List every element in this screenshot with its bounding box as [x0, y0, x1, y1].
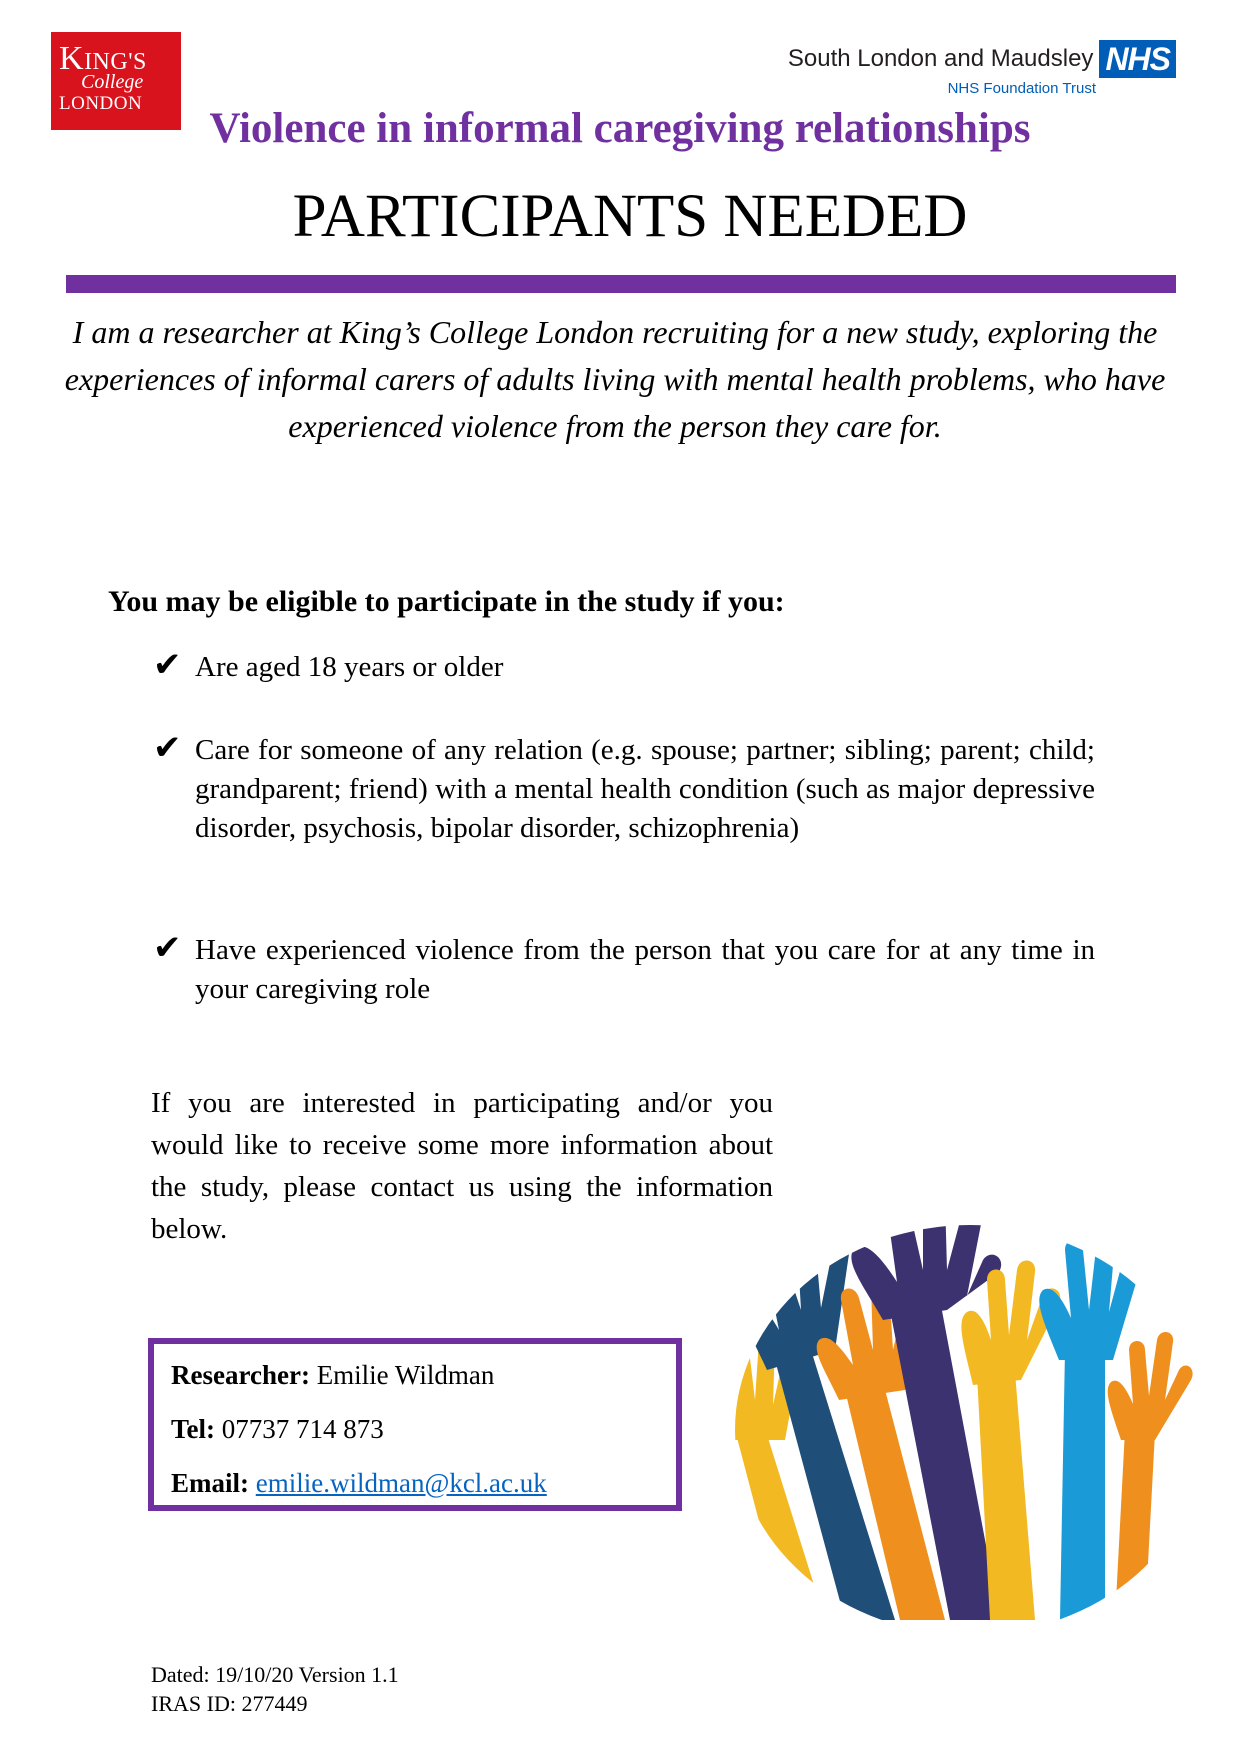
version-date: Dated: 19/10/20 Version 1.1	[151, 1662, 399, 1687]
nhs-badge: NHS	[1099, 40, 1176, 78]
email-label: Email:	[171, 1468, 249, 1498]
divider	[66, 275, 1176, 293]
researcher-row	[171, 1360, 494, 1391]
raised-hands-illustration	[715, 1200, 1195, 1620]
kcl-logo-line1: ING'S	[84, 49, 147, 75]
contact-box	[148, 1338, 682, 1511]
nhs-logo	[788, 40, 1176, 97]
criteria-text: Have experienced violence from the person that you care for at any time in your caregiving role	[195, 934, 1095, 1005]
kcl-logo-initial: K	[59, 40, 85, 77]
eligibility-heading: You may be eligible to participate in the study if you:	[108, 585, 785, 618]
checkmark-icon: ✔	[153, 928, 182, 968]
kcl-logo-line2: College	[81, 71, 144, 93]
intro-paragraph: I am a researcher at King’s College London recruiting for a new study, exploring the experiences of informal carers of adults living with mental health problems, who have experienced violence from the person they care for.	[64, 314, 1166, 444]
checkmark-icon: ✔	[153, 728, 182, 768]
interest-paragraph: If you are interested in participating and/or you would like to receive some more information about the study, please contact us using the information below.	[151, 1087, 773, 1245]
iras-id: IRAS ID: 277449	[151, 1691, 308, 1716]
footer	[151, 1660, 399, 1718]
email-row	[171, 1468, 547, 1499]
criteria-text: Are aged 18 years or older	[195, 651, 504, 683]
study-subtitle: Violence in informal caregiving relationships	[209, 105, 1031, 152]
nhs-trust-name: NHS Foundation Trust	[947, 80, 1096, 97]
tel-label: Tel:	[171, 1414, 216, 1444]
hand-orange-right	[1108, 1332, 1193, 1620]
researcher-name: Emilie Wildman	[316, 1360, 495, 1390]
nhs-org-name: South London and Maudsley	[787, 45, 1094, 72]
tel-row	[171, 1414, 384, 1445]
researcher-label: Researcher:	[171, 1360, 310, 1390]
email-link[interactable]: emilie.wildman@kcl.ac.uk	[255, 1468, 547, 1498]
criteria-text: Care for someone of any relation (e.g. spouse; partner; sibling; parent; child; grandparent; friend) with a mental health condition (such as major depressive disorder, psychosis, bipolar disorder, schizophrenia)	[195, 734, 1095, 844]
tel-number: 07737 714 873	[221, 1414, 384, 1444]
kcl-logo-line3: LONDON	[59, 93, 143, 114]
checkmark-icon: ✔	[153, 645, 182, 685]
page-title: PARTICIPANTS NEEDED	[292, 183, 968, 250]
